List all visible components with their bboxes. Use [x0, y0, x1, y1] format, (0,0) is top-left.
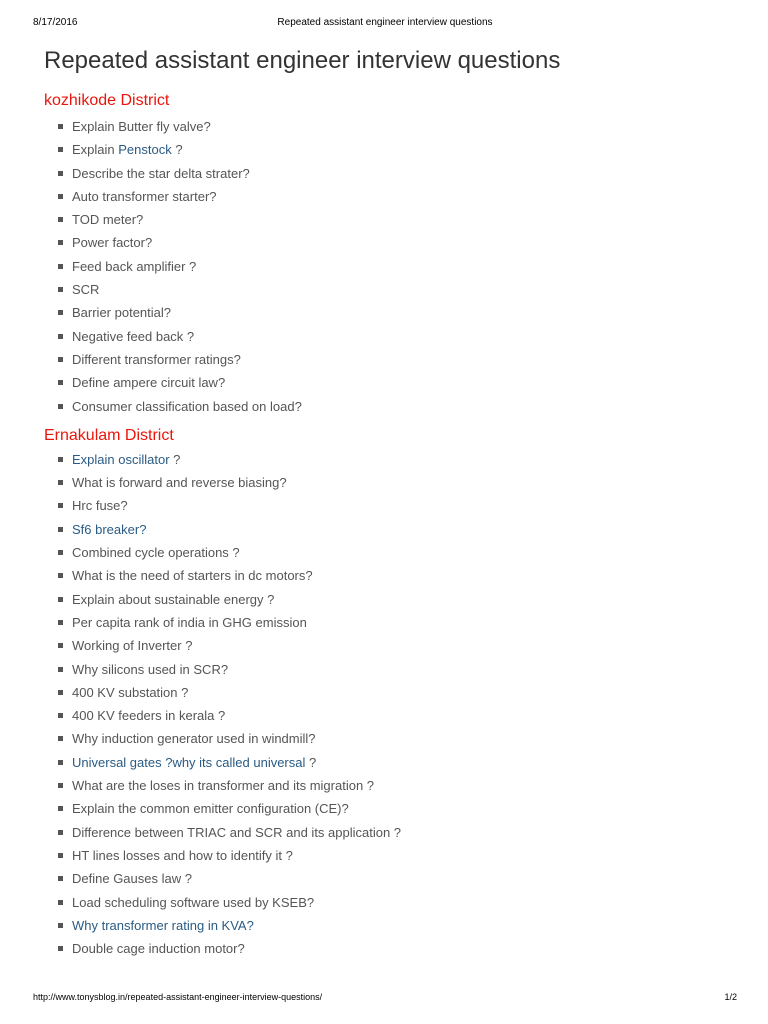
square-bullet-icon: [58, 457, 63, 462]
square-bullet-icon: [58, 597, 63, 602]
list-item: [44, 185, 734, 208]
item-text: 400 KV feeders in kerala ?: [72, 708, 226, 724]
list-item: [44, 634, 734, 657]
item-link[interactable]: Penstock: [118, 142, 172, 158]
print-header-title: Repeated assistant engineer interview questions: [277, 17, 493, 28]
item-text: Why silicons used in SCR?: [72, 661, 229, 677]
list-item: [44, 727, 734, 750]
square-bullet-icon: [58, 171, 63, 176]
square-bullet-icon: [58, 404, 63, 409]
list-item: [44, 471, 734, 494]
print-header: [33, 17, 737, 31]
list-item: [44, 867, 734, 890]
question-list-kozhikode: [44, 115, 734, 418]
item-text: What are the loses in transformer and its migration ?: [72, 778, 375, 794]
item-text: Define Gauses law ?: [72, 871, 192, 887]
square-bullet-icon: [58, 900, 63, 905]
square-bullet-icon: [58, 217, 63, 222]
list-item: [44, 371, 734, 394]
list-item: [44, 797, 734, 820]
print-footer: [33, 992, 737, 1006]
item-text: Negative feed back ?: [72, 328, 195, 344]
item-text: ?: [171, 142, 183, 158]
square-bullet-icon: [58, 620, 63, 625]
item-text: Consumer classification based on load?: [72, 398, 302, 414]
item-text: Double cage induction motor?: [72, 941, 245, 957]
square-bullet-icon: [58, 806, 63, 811]
square-bullet-icon: [58, 503, 63, 508]
item-text: Barrier potential?: [72, 305, 171, 321]
square-bullet-icon: [58, 573, 63, 578]
list-item: [44, 658, 734, 681]
page-number: 1/2: [724, 992, 737, 1002]
item-link[interactable]: Sf6 breaker?: [72, 521, 147, 537]
square-bullet-icon: [58, 287, 63, 292]
list-item: [44, 138, 734, 161]
square-bullet-icon: [58, 713, 63, 718]
square-bullet-icon: [58, 480, 63, 485]
list-item: [44, 914, 734, 937]
list-item: [44, 162, 734, 185]
page-url: http://www.tonysblog.in/repeated-assistant-engineer-interview-questions/: [33, 992, 323, 1002]
square-bullet-icon: [58, 853, 63, 858]
list-item: [44, 611, 734, 634]
list-item: [44, 395, 734, 418]
list-item: [44, 448, 734, 471]
square-bullet-icon: [58, 357, 63, 362]
item-text: Working of Inverter ?: [72, 638, 193, 654]
item-text: Explain about sustainable energy ?: [72, 591, 275, 607]
square-bullet-icon: [58, 643, 63, 648]
list-item: [44, 255, 734, 278]
item-text: Explain Butter fly valve?: [72, 119, 211, 134]
list-item: [44, 821, 734, 844]
section-heading-ernakulam: Ernakulam District: [44, 426, 174, 444]
list-item: [44, 704, 734, 727]
item-text: Hrc fuse?: [72, 498, 128, 514]
list-item: [44, 844, 734, 867]
list-item: [44, 301, 734, 324]
square-bullet-icon: [58, 310, 63, 315]
item-text: Explain the common emitter configuration (CE)?: [72, 801, 349, 817]
square-bullet-icon: [58, 923, 63, 928]
square-bullet-icon: [58, 264, 63, 269]
item-text: Feed back amplifier ?: [72, 258, 197, 274]
item-text: Per capita rank of india in GHG emission: [72, 614, 307, 630]
list-item: [44, 541, 734, 564]
square-bullet-icon: [58, 380, 63, 385]
question-list-ernakulam: [44, 448, 734, 961]
square-bullet-icon: [58, 667, 63, 672]
item-text: Why induction generator used in windmill?: [72, 731, 316, 747]
square-bullet-icon: [58, 550, 63, 555]
page-title: Repeated assistant engineer interview questions: [44, 47, 561, 74]
item-text: 400 KV substation ?: [72, 684, 189, 700]
item-text: ?: [305, 754, 317, 770]
list-item: [44, 208, 734, 231]
item-text: Auto transformer starter?: [72, 188, 217, 204]
square-bullet-icon: [58, 876, 63, 881]
item-text: Difference between TRIAC and SCR and its application ?: [72, 824, 402, 840]
list-item: [44, 231, 734, 254]
list-item: [44, 278, 734, 301]
item-text: Combined cycle operations ?: [72, 545, 240, 561]
item-text: Define ampere circuit law?: [72, 375, 226, 391]
list-item: [44, 751, 734, 774]
list-item: [44, 937, 734, 960]
square-bullet-icon: [58, 240, 63, 245]
section-heading-kozhikode: kozhikode District: [44, 92, 170, 109]
list-item: [44, 588, 734, 611]
item-text: Explain: [72, 142, 119, 158]
print-date: 8/17/2016: [33, 17, 78, 28]
square-bullet-icon: [58, 760, 63, 765]
square-bullet-icon: [58, 147, 63, 152]
square-bullet-icon: [58, 946, 63, 951]
item-text: Different transformer ratings?: [72, 351, 241, 367]
list-item: [44, 494, 734, 517]
item-text: TOD meter?: [72, 212, 144, 228]
item-link[interactable]: Why transformer rating in KVA?: [72, 917, 254, 933]
item-text: What is the need of starters in dc motors?: [72, 568, 313, 584]
list-item: [44, 325, 734, 348]
item-text: Power factor?: [72, 235, 153, 251]
list-item: [44, 681, 734, 704]
list-item: [44, 891, 734, 914]
square-bullet-icon: [58, 736, 63, 741]
list-item: [44, 348, 734, 371]
item-text: ?: [169, 451, 181, 467]
item-text: SCR: [72, 282, 100, 298]
item-text: Describe the star delta strater?: [72, 165, 250, 181]
list-item: [44, 774, 734, 797]
item-text: HT lines losses and how to identify it ?: [72, 847, 293, 863]
article-content: [44, 44, 734, 960]
square-bullet-icon: [58, 124, 63, 129]
list-item: [44, 115, 734, 138]
item-text: Load scheduling software used by KSEB?: [72, 894, 315, 910]
square-bullet-icon: [58, 690, 63, 695]
list-item: [44, 518, 734, 541]
item-text: What is forward and reverse biasing?: [72, 475, 287, 491]
square-bullet-icon: [58, 783, 63, 788]
square-bullet-icon: [58, 194, 63, 199]
item-link[interactable]: Explain oscillator: [72, 451, 170, 467]
list-item: [44, 564, 734, 587]
item-link[interactable]: Universal gates ?why its called universal: [72, 754, 306, 770]
square-bullet-icon: [58, 830, 63, 835]
square-bullet-icon: [58, 527, 63, 532]
square-bullet-icon: [58, 334, 63, 339]
